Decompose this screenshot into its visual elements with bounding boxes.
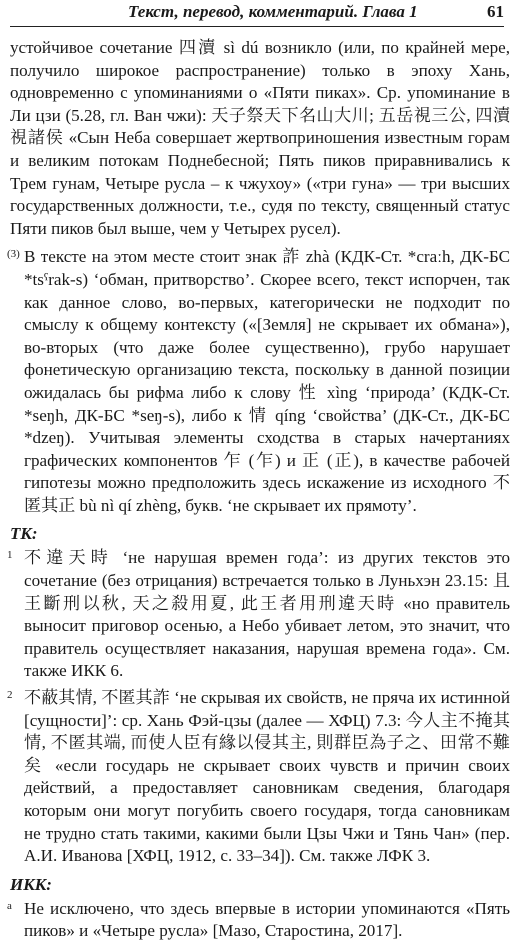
- note-3-text: В тексте на этом месте стоит знак 詐 zhà (КДК-Ст. *craːh, ДК-БС *tsˁrak-s) ‘обман, притворство’. Скорее всего, текст испорчен, так как данное слово, во-первых, категорически не подходит по смыслу к общему контексту («[Земля] не скрывает их обмана»), во-вторых (что даже более существенно), грубо нарушает фонетическую организацию текста, поскольку в данной позиции ожидалась бы рифма либо к слову 性 xìng ‘природа’ (КДК-Ст. *seŋh, ДК-БС *seŋ-s), либо к 情 qíng ‘свойства’ (ДК-Ст., ДК-БС *dzeŋ). Учитывая элементы сходства в старых начертаниях графических компонентов 乍 (乍) и 正 (正), в качестве рабочей гипотезы можно предположить здесь искажение из исходного 不匿其正 bù nì qí zhèng, букв. ‘не скрывает их прямоту’.: [24, 247, 510, 515]
- page-number: 61: [487, 2, 504, 21]
- tk-note-1: [7, 547, 510, 683]
- ikk-note-a: [7, 898, 510, 943]
- tk-note-2-marker: 2: [7, 689, 13, 702]
- ikk-heading: ИКК:: [10, 874, 52, 894]
- ikk-note-a-text: Не исключено, что здесь впервые в истории упоминаются «Пять пиков» и «Четыре русла» [Мазо, Старостина, 2017].: [24, 898, 510, 941]
- note-3: [7, 246, 510, 517]
- tk-note-1-marker: 1: [7, 549, 13, 562]
- tk-note-2-text: 不蔽其情, 不匿其詐 ‘не скрывая их свойств, не пряча их истинной [сущности]’: ср. Хань Фэй-цзы (далее — ХФЦ) 7.3: 今人主不掩其情, 不匿其端, 而使人臣有緣以侵其主, 則群臣為子之、田常不難矣 «если государь не скрывает своих чувств и причин своих действий, а предоставляет сановникам сведения, благодаря которым они могут погубить своего государя, тогда сановникам не трудно стать такими, какими были Цзы Чжи и Тянь Чан» (пер. А.И. Иванова [ХФЦ, 1912, с. 33–34]). См. также ЛФК 3.: [24, 688, 510, 866]
- tk-heading: ТК:: [10, 524, 38, 544]
- running-header-title: Текст, перевод, комментарий. Глава 1: [128, 2, 418, 21]
- tk-note-1-text: 不違天時 ‘не нарушая времен года’: из других текстов это сочетание (без отрицания) встречается только в Луньхэн 23.15: 且王斷刑以秋, 天之殺用夏, 此王者用刑違天時 «но правитель выносит приговор осенью, а Небо убивает летом, это значит, что правитель осуществляет наказания, нарушая времена года». См. также ИКК 6.: [24, 548, 510, 681]
- tk-note-2: [7, 687, 510, 868]
- ikk-note-a-marker: a: [7, 899, 12, 912]
- commentary-paragraph-continued: устойчивое сочетание 四瀆 sì dú возникло (или, по крайней мере, получило широкое распространение) только в эпоху Хань, одновременно с упоминаниями о «Пяти пиках». Ср. упоминание в Ли цзи (5.28, гл. Ван чжи): 天子祭天下名山大川; 五岳視三公, 四瀆視諸侯 «Сын Неба совершает жертвоприношения известным горам и великим потокам Поднебесной; Пять пиков приравнивались к Трем гунам, Четыре русла – к чжухоу» («три гуна» — три высших государственных должности, т.е., судя по тексту, священный статус Пяти пиков был выше, чем у Четырех русел).: [10, 38, 510, 238]
- running-header: [10, 0, 504, 27]
- note-3-marker: (3): [7, 248, 20, 261]
